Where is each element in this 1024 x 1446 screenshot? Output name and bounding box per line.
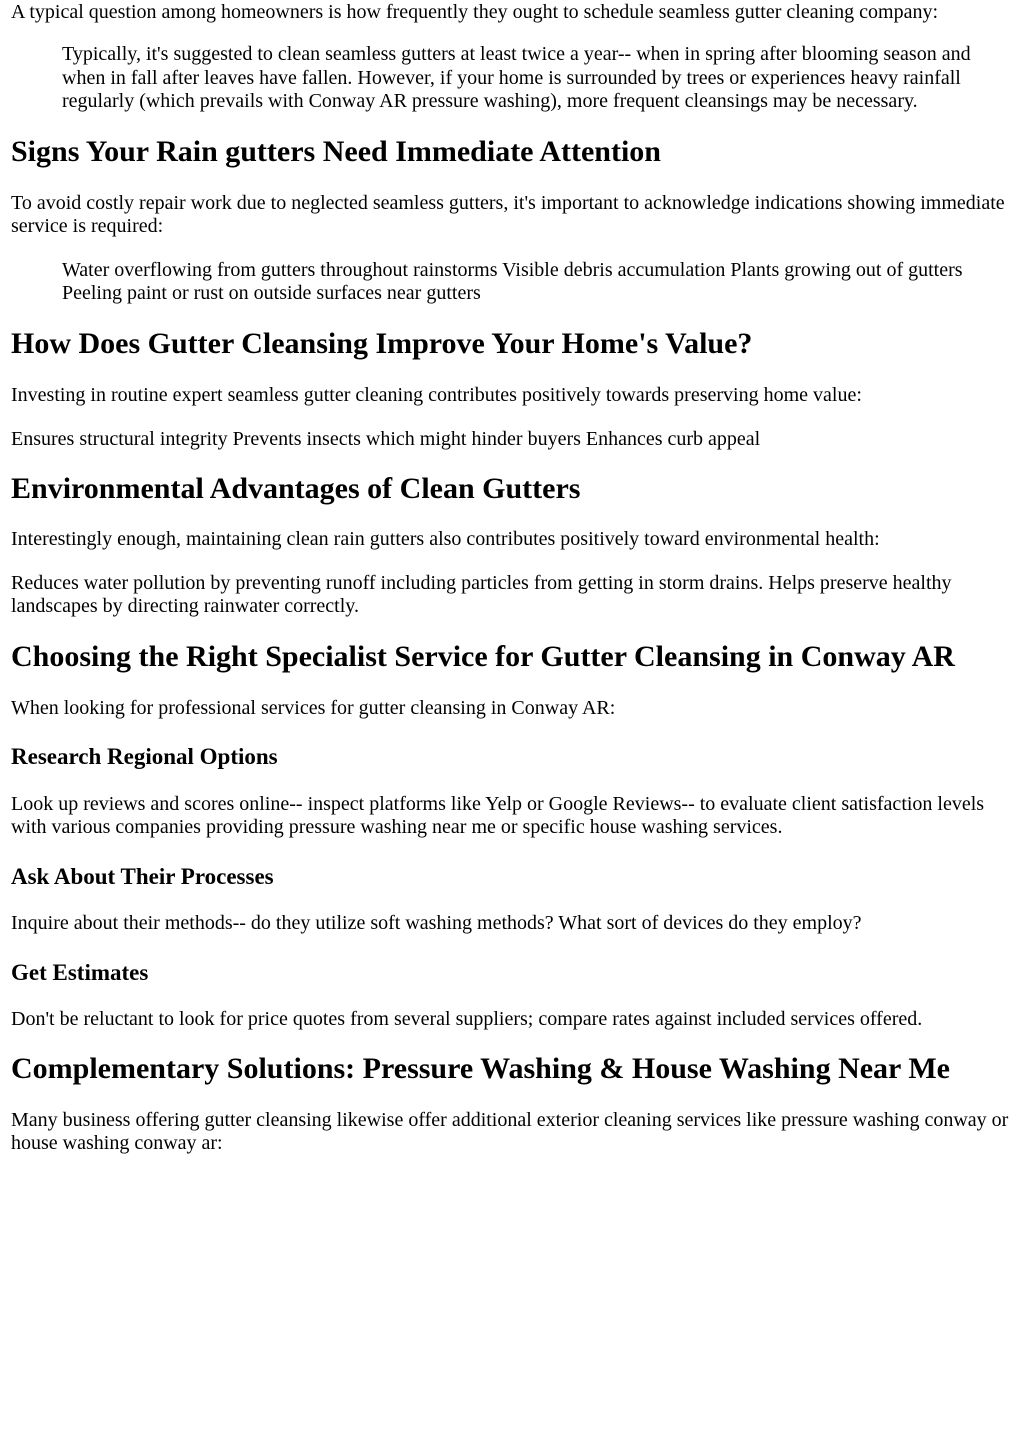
intro-paragraph: A typical question among homeowners is how frequently they ought to schedule seamless gutter cleaning company: xyxy=(11,1,939,23)
environment-list-paragraph: Reduces water pollution by preventing runoff including particles from getting in storm drains. Helps preserve healthy landscapes by directing rainwater correctly. xyxy=(11,571,952,618)
complementary-intro-paragraph: Many business offering gutter cleansing likewise offer additional exterior cleaning services like pressure washing conway or house washing conway ar: xyxy=(11,1108,1009,1155)
frequency-blockquote: Typically, it's suggested to clean seamless gutters at least twice a year-- when in spring after blooming season and when in fall after leaves have fallen. However, if your home is surrounded by trees or experiences heavy rainfall regularly (which prevails with Conway AR pressure washing), more frequent cleansings may be necessary. xyxy=(62,43,971,113)
value-heading: How Does Gutter Cleansing Improve Your Home's Value? xyxy=(11,326,753,360)
environment-heading: Environmental Advantages of Clean Gutters xyxy=(11,471,581,505)
value-intro-paragraph: Investing in routine expert seamless gutter cleaning contributes positively towards preserving home value: xyxy=(11,384,862,407)
research-subheading: Research Regional Options xyxy=(11,744,278,770)
choosing-heading: Choosing the Right Specialist Service for Gutter Cleansing in Conway AR xyxy=(11,639,955,673)
value-list-paragraph: Ensures structural integrity Prevents insects which might hinder buyers Enhances curb appeal xyxy=(11,427,761,450)
estimates-subheading: Get Estimates xyxy=(11,959,149,985)
ask-subheading: Ask About Their Processes xyxy=(11,863,274,889)
signs-heading: Signs Your Rain gutters Need Immediate Attention xyxy=(11,134,661,168)
choosing-intro-paragraph: When looking for professional services for gutter cleansing in Conway AR: xyxy=(11,697,616,720)
signs-intro-paragraph: To avoid costly repair work due to neglected seamless gutters, it's important to acknowledge indications showing immediate service is required: xyxy=(11,192,1005,238)
research-paragraph: Look up reviews and scores online-- inspect platforms like Yelp or Google Reviews-- to evaluate client satisfaction levels with various companies providing pressure washing near me or specific house washing services. xyxy=(11,792,985,839)
ask-paragraph: Inquire about their methods-- do they utilize soft washing methods? What sort of devices do they employ? xyxy=(11,912,862,935)
complementary-heading: Complementary Solutions: Pressure Washing & House Washing Near Me xyxy=(11,1052,950,1086)
environment-intro-paragraph: Interestingly enough, maintaining clean rain gutters also contributes positively toward environmental health: xyxy=(11,528,880,551)
signs-list-blockquote: Water overflowing from gutters throughout rainstorms Visible debris accumulation Plants growing out of gutters Peeling paint or rust on outside surfaces near gutters xyxy=(62,258,963,305)
estimates-paragraph: Don't be reluctant to look for price quotes from several suppliers; compare rates against included services offered. xyxy=(11,1007,923,1030)
